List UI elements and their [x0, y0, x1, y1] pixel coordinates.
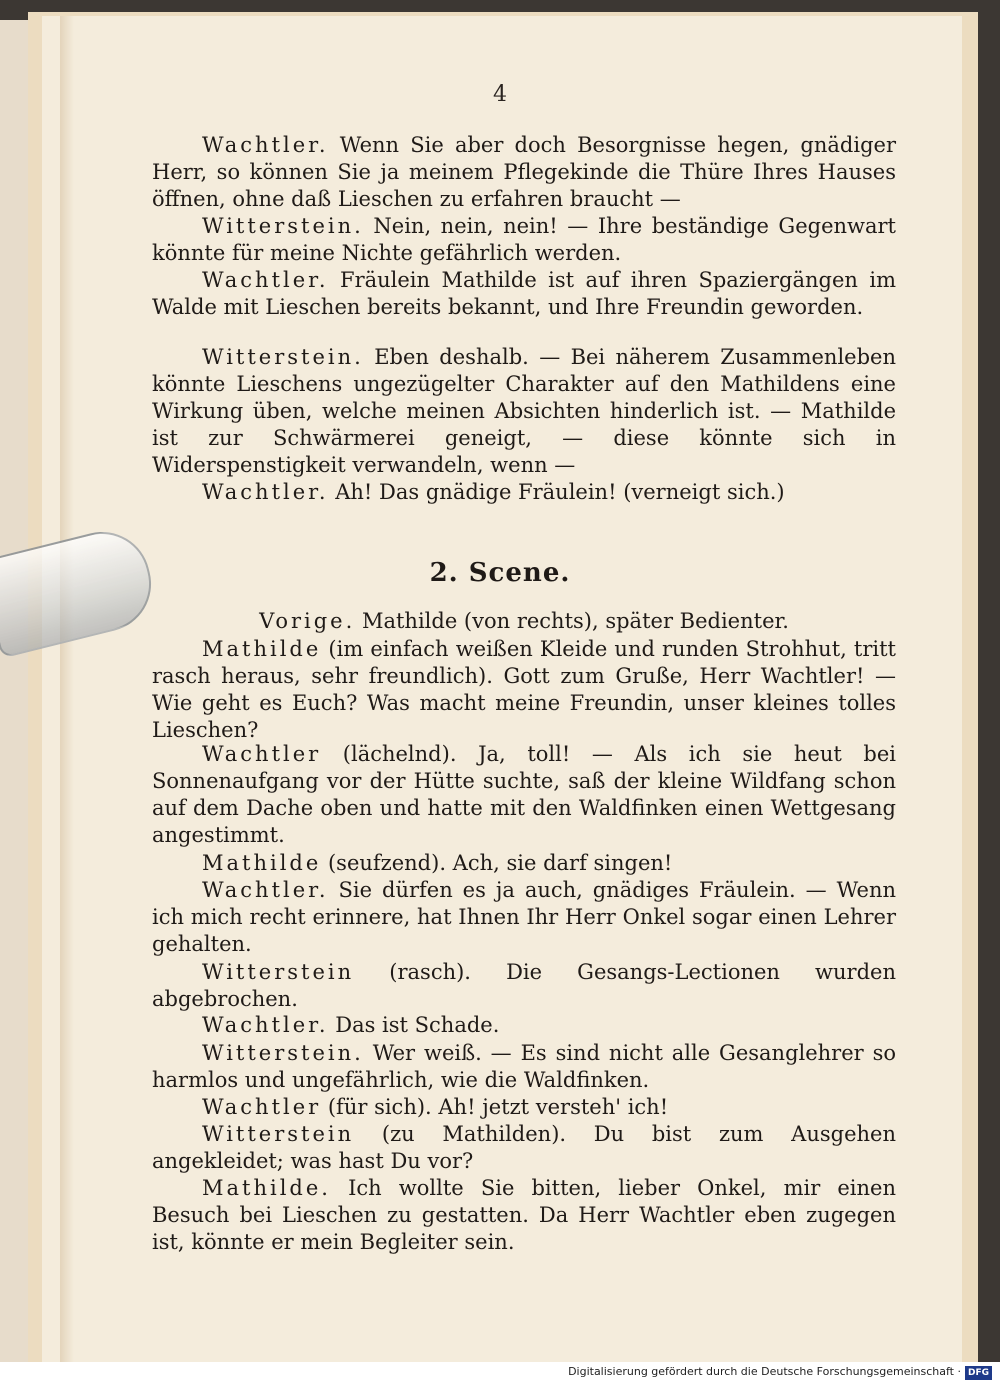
dialogue-text: Mathilde (von rechts), später Bedienter.	[355, 609, 789, 633]
paragraph-9	[152, 877, 896, 958]
dialogue-text: Sie dürfen es ja auch, gnädiges Fräulein. — Wenn ich mich recht erinnere, hat Ihnen Ihr Herr Onkel sogar einen Lehrer gehalten.	[152, 878, 896, 956]
paragraph-7	[152, 741, 896, 849]
speaker-name: Vorige.	[259, 609, 356, 633]
dfg-logo: DFG	[965, 1366, 992, 1380]
dialogue-text: Ich wollte Sie bitten, lieber Onkel, mir einen Besuch bei Lieschen zu gestatten. Da Herr Wachtler eben zugegen ist, könnte er mein Begleiter sein.	[152, 1176, 896, 1254]
dialogue-text: (seufzend). Ach, sie darf singen!	[321, 851, 673, 875]
dialogue-text: (für sich). Ah! jetzt versteh' ich!	[321, 1095, 669, 1119]
page-number: 4	[493, 82, 507, 107]
paragraph-12	[152, 1040, 896, 1094]
speaker-name: Wachtler.	[202, 1013, 329, 1037]
footer-credit	[0, 1362, 992, 1382]
paragraph-6	[152, 636, 896, 744]
speaker-name: Mathilde.	[202, 1176, 331, 1200]
speaker-name: Witterstein	[202, 960, 355, 984]
dialogue-text: (lächelnd). Ja, toll! — Als ich sie heut bei Sonnenaufgang vor der Hütte suchte, saß der kleine Wildfang schon auf dem Dache oben und hatte mit den Waldfinken einen Wettgesang angestimmt.	[152, 742, 896, 847]
dialogue-text: Fräulein Mathilde ist auf ihren Spaziergängen im Walde mit Lieschen bereits bekannt, und Ihre Freundin geworden.	[152, 268, 896, 319]
dialogue-text: Nein, nein, nein! — Ihre beständige Gegenwart könnte für meine Nichte gefährlich werden.	[152, 214, 896, 265]
paragraph-1	[152, 132, 896, 213]
speaker-name: Wachtler	[202, 742, 322, 766]
speaker-name: Witterstein.	[202, 1041, 364, 1065]
paragraph-11	[152, 1012, 896, 1039]
paragraph-5	[152, 479, 896, 506]
paragraph-3	[152, 267, 896, 321]
speaker-name: Witterstein.	[202, 345, 364, 369]
dialogue-text: Wer weiß. — Es sind nicht alle Gesanglehrer so harmlos und ungefährlich, wie die Waldfinken.	[152, 1041, 896, 1092]
paragraph-13	[152, 1094, 896, 1121]
paragraph-15	[152, 1175, 896, 1256]
speaker-name: Witterstein	[202, 1122, 355, 1146]
dialogue-text: Das ist Schade.	[328, 1013, 500, 1037]
paragraph-2	[152, 213, 896, 267]
scene-cast	[152, 608, 896, 635]
speaker-name: Wachtler	[202, 1095, 322, 1119]
footer-text: Digitalisierung gefördert durch die Deutsche Forschungsgemeinschaft ·	[568, 1365, 961, 1378]
speaker-name: Wachtler.	[202, 133, 329, 157]
dialogue-text: (im einfach weißen Kleide und runden Strohhut, tritt rasch heraus, sehr freundlich). Gott zum Gruße, Herr Wachtler! — Wie geht es Euch? Was macht meine Freundin, unser kleines tolles Lieschen?	[152, 637, 896, 742]
dialogue-text: (zu Mathilden). Du bist zum Ausgehen angekleidet; was hast Du vor?	[152, 1122, 896, 1173]
paragraph-14	[152, 1121, 896, 1175]
paragraph-8	[152, 850, 896, 877]
paragraph-10	[152, 959, 896, 1013]
speaker-name: Wachtler.	[202, 878, 329, 902]
scene-heading: 2. Scene.	[429, 558, 571, 588]
paragraph-4	[152, 344, 896, 479]
speaker-name: Wachtler.	[202, 480, 329, 504]
dialogue-text: (rasch). Die Gesangs-Lectionen wurden abgebrochen.	[152, 960, 896, 1011]
speaker-name: Mathilde	[202, 637, 322, 661]
speaker-name: Witterstein.	[202, 214, 364, 238]
page-gutter	[60, 16, 74, 1362]
dialogue-text: Eben deshalb. — Bei näherem Zusammenleben könnte Lieschens ungezügelter Charakter auf den Mathildens eine Wirkung üben, welche meinen Absichten hinderlich ist. — Mathilde ist zur Schwärmerei geneigt, — diese könnte sich in Widerspenstigkeit verwandeln, wenn —	[152, 345, 896, 477]
speaker-name: Wachtler.	[202, 268, 329, 292]
dialogue-text: Wenn Sie aber doch Besorgnisse hegen, gnädiger Herr, so können Sie ja meinem Pflegekinde die Thüre Ihres Hauses öffnen, ohne daß Lieschen zu erfahren braucht —	[152, 133, 896, 211]
speaker-name: Mathilde	[202, 851, 322, 875]
dialogue-text: Ah! Das gnädige Fräulein! (verneigt sich.)	[328, 480, 785, 504]
